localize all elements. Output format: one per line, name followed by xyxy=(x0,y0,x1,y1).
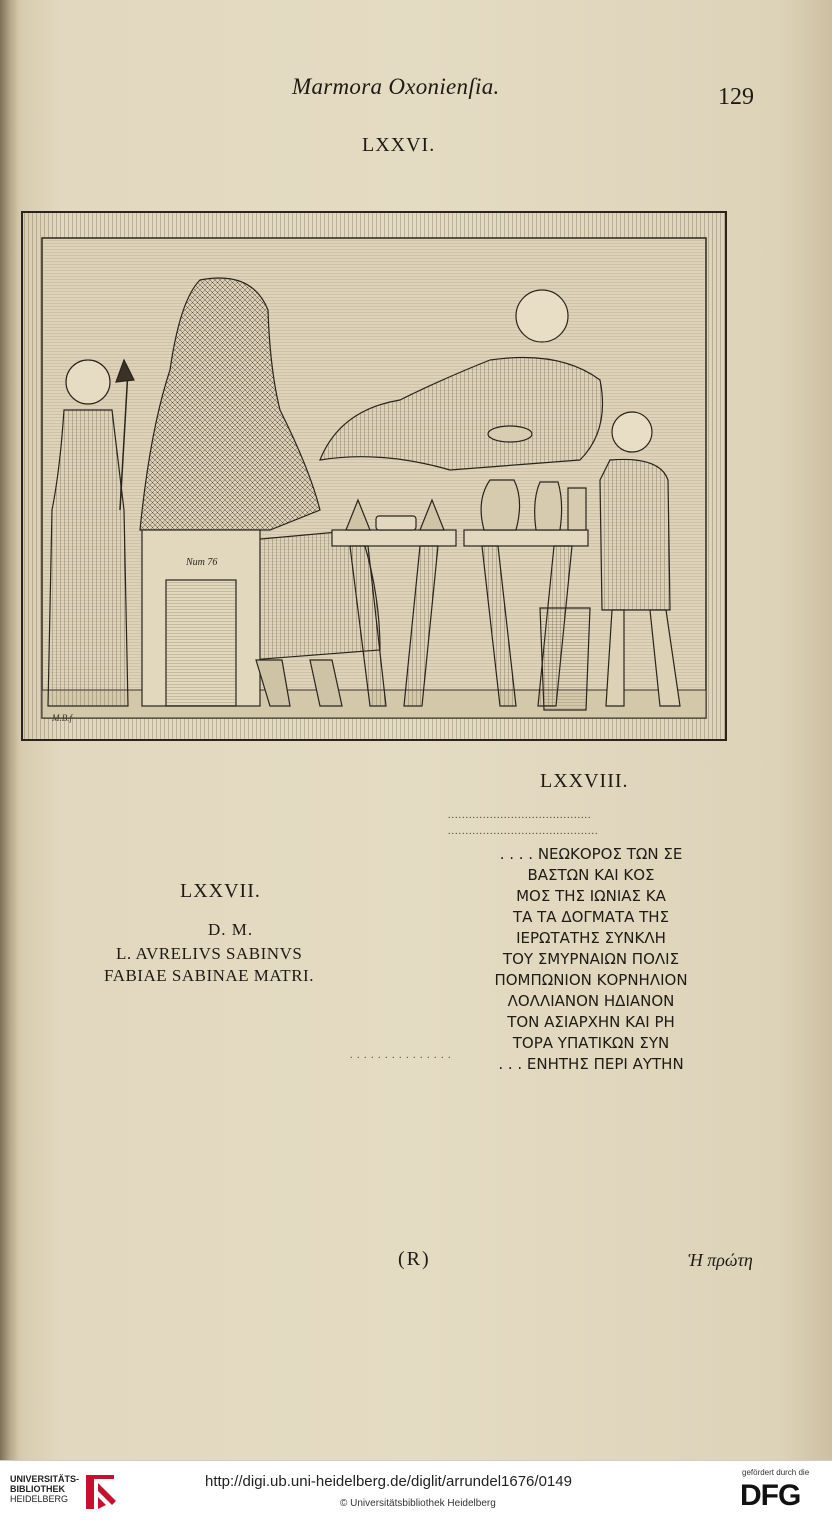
page-gutter-shadow xyxy=(0,0,18,1460)
latin-dm: D. M. xyxy=(208,920,254,939)
inscription-line: ΜΟΣ ΤΗΣ ΙΩΝΙΑΣ ΚΑ xyxy=(516,887,666,905)
sponsor-label: gefördert durch die xyxy=(742,1468,810,1477)
inscription-line: ΤΟΥ ΣΜΥΡΝΑΙΩΝ ΠΟΛΙΣ xyxy=(502,950,680,968)
running-title: Marmora Oxonienſia. xyxy=(292,74,500,99)
permalink-url[interactable]: http://digi.ub.uni-heidelberg.de/diglit/arrundel1676/0149 xyxy=(205,1473,572,1490)
uni-logo-line-3: HEIDELBERG xyxy=(10,1494,69,1504)
dotted-line-top: ......................................... xyxy=(448,810,592,821)
page-number: 129 xyxy=(718,84,754,110)
relief-engraving xyxy=(20,210,728,742)
uni-logo-line-1: UNIVERSITÄTS- xyxy=(10,1474,80,1484)
catchword: Ἡ πρώτη xyxy=(688,1250,753,1270)
inscription-line: . . . ΕΝΗΤΗΣ ΠΕΡΙ ΑΥΤΗΝ xyxy=(498,1055,684,1073)
copyright-notice: © Universitätsbibliothek Heidelberg xyxy=(340,1498,496,1509)
section-77-heading: LXXVII. xyxy=(180,880,261,902)
signature-mark: (R) xyxy=(398,1248,431,1270)
latin-line-1: L. AVRELIVS SABINVS xyxy=(116,944,303,963)
greek-inscription xyxy=(456,844,726,1075)
viewer-footer xyxy=(0,1460,832,1520)
plate-inscription-label: Num 76 xyxy=(186,557,218,568)
plate-number: LXXVI. xyxy=(362,134,436,156)
inscription-line: ΙΕΡΩΤΑΤΗΣ ΣΥΝΚΛΗ xyxy=(516,929,666,947)
dotted-line-left: . . . . . . . . . . . . . . . xyxy=(350,1050,452,1061)
inscription-line: ΤΟΝ ΑΣΙΑΡΧΗΝ ΚΑΙ ΡΗ xyxy=(507,1013,675,1031)
inscription-line: . . . . ΝΕΩΚΟΡΟΣ ΤΩΝ ΣΕ xyxy=(499,845,683,863)
dotted-line-second: ........................................... xyxy=(448,826,599,837)
uni-logo-line-2: BIBLIOTHEK xyxy=(10,1484,65,1494)
inscription-line: ΒΑΣΤΩΝ ΚΑΙ ΚΟΣ xyxy=(527,866,655,884)
inscription-line: ΤΟΡΑ ΥΠΑΤΙΚΩΝ ΣΥΝ xyxy=(512,1034,670,1052)
section-78-heading: LXXVIII. xyxy=(540,770,629,792)
engraver-signature: M.B.f xyxy=(52,713,72,723)
inscription-line: ΠΟΜΠΩΝΙΟΝ ΚΟΡΝΗΛΙΟΝ xyxy=(494,971,688,989)
inscription-line: ΛΟΛΛΙΑΝΟΝ ΗΔΙΑΝΟΝ xyxy=(507,992,675,1010)
university-emblem-icon xyxy=(84,1469,118,1513)
latin-line-2: FABIAE SABINAE MATRI. xyxy=(104,966,314,985)
university-logo[interactable] xyxy=(10,1474,79,1504)
dfg-logo[interactable]: DFG xyxy=(740,1479,801,1512)
inscription-line: ΤΑ ΤΑ ΔΟΓΜΑΤΑ ΤΗΣ xyxy=(512,908,670,926)
